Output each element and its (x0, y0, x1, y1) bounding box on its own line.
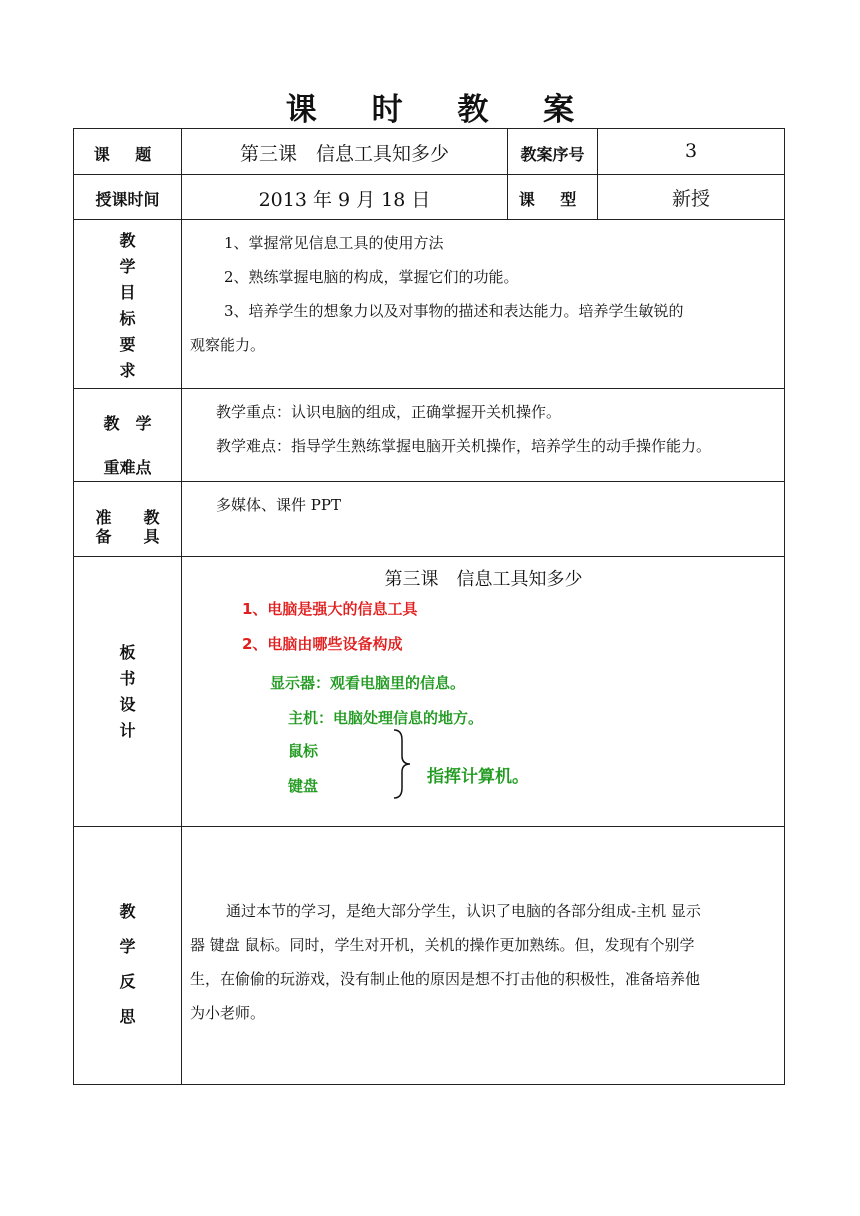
prep-label-top: 准 教 (95, 508, 160, 527)
table-border (73, 219, 785, 220)
keypoint-line: 教学难点：指导学生熟练掌握电脑开关机操作，培养学生的动手操作能力。 (216, 437, 712, 455)
reflection-label-char: 学 (119, 937, 136, 956)
board-title: 第三课 信息工具知多少 (384, 569, 583, 590)
table-border (73, 826, 785, 827)
keypoints-label-line1: 教 学 (103, 414, 152, 433)
goals-label-char: 要 (119, 335, 136, 354)
reflection-line: 器 键盘 鼠标。同时，学生对开机，关机的操作更加熟练。但，发现有个别学 (190, 936, 695, 954)
table-border (73, 388, 785, 389)
board-monitor-line: 显示器：观看电脑里的信息。 (270, 674, 466, 692)
board-command: 指挥计算机。 (427, 767, 529, 787)
reflection-content (190, 894, 784, 1030)
table-border (73, 174, 785, 175)
prep-label-bottom: 备 具 (95, 527, 160, 546)
prep-content: 多媒体、课件 PPT (216, 496, 341, 514)
table-border (73, 1084, 785, 1085)
goals-content (190, 226, 780, 362)
board-label-char: 书 (119, 669, 136, 688)
table-border (181, 128, 182, 1085)
keypoints-label-line2: 重难点 (103, 458, 152, 477)
board-label-char: 计 (119, 721, 136, 740)
goals-label-char: 教 (119, 231, 136, 250)
board-red-line: 2、电脑由哪些设备构成 (242, 635, 403, 653)
prep-label (74, 508, 181, 546)
reflection-line: 为小老师。 (190, 1004, 266, 1022)
reflection-label (74, 894, 181, 1034)
goals-label-char: 目 (119, 283, 136, 302)
keypoint-line: 教学重点：认识电脑的组成，正确掌握开关机操作。 (216, 403, 562, 421)
table-border (73, 128, 785, 129)
reflection-label-char: 教 (119, 902, 136, 921)
goals-label-char: 学 (119, 257, 136, 276)
goals-label (74, 228, 181, 384)
board-keyboard: 键盘 (288, 777, 319, 795)
right-brace-icon (392, 728, 416, 800)
table-border (73, 556, 785, 557)
keypoints-content (190, 395, 785, 463)
board-label-char: 板 (119, 643, 136, 662)
board-host-line: 主机：电脑处理信息的地方。 (288, 709, 484, 727)
goals-label-char: 标 (119, 309, 136, 328)
reflection-line: 通过本节的学习，是绝大部分学生，认识了电脑的各部分组成-主机 显示 (226, 902, 701, 920)
goal-line: 观察能力。 (190, 336, 266, 354)
reflection-line: 生，在偷偷的玩游戏，没有制止他的原因是想不打击他的积极性，准备培养他 (190, 970, 701, 988)
goals-label-char: 求 (119, 361, 136, 380)
goal-line: 2、熟练掌握电脑的构成，掌握它们的功能。 (224, 268, 519, 286)
lesson-seq-value: 3 (684, 140, 698, 162)
lesson-seq-label: 教案序号 (520, 145, 585, 164)
goal-line: 3、培养学生的想象力以及对事物的描述和表达能力。培养学生敏锐的 (224, 302, 684, 320)
document-title: 课 时 教 案 (285, 92, 597, 128)
lesson-type-label: 课 型 (518, 190, 587, 209)
topic-label: 课 题 (93, 145, 162, 164)
board-label-char: 设 (119, 695, 136, 714)
reflection-label-char: 思 (119, 1007, 136, 1026)
topic-value: 第三课 信息工具知多少 (239, 143, 449, 165)
board-label (74, 640, 181, 744)
keypoints-label (74, 402, 181, 490)
teaching-time-value: 2013 年 9 月 18 日 (258, 189, 431, 211)
lesson-type-value: 新授 (671, 188, 710, 210)
board-mouse: 鼠标 (288, 742, 319, 760)
teaching-time-label: 授课时间 (95, 190, 160, 209)
board-red-line: 1、电脑是强大的信息工具 (242, 600, 418, 618)
table-border (784, 128, 785, 1085)
reflection-label-char: 反 (119, 972, 136, 991)
goal-line: 1、掌握常见信息工具的使用方法 (224, 234, 444, 252)
